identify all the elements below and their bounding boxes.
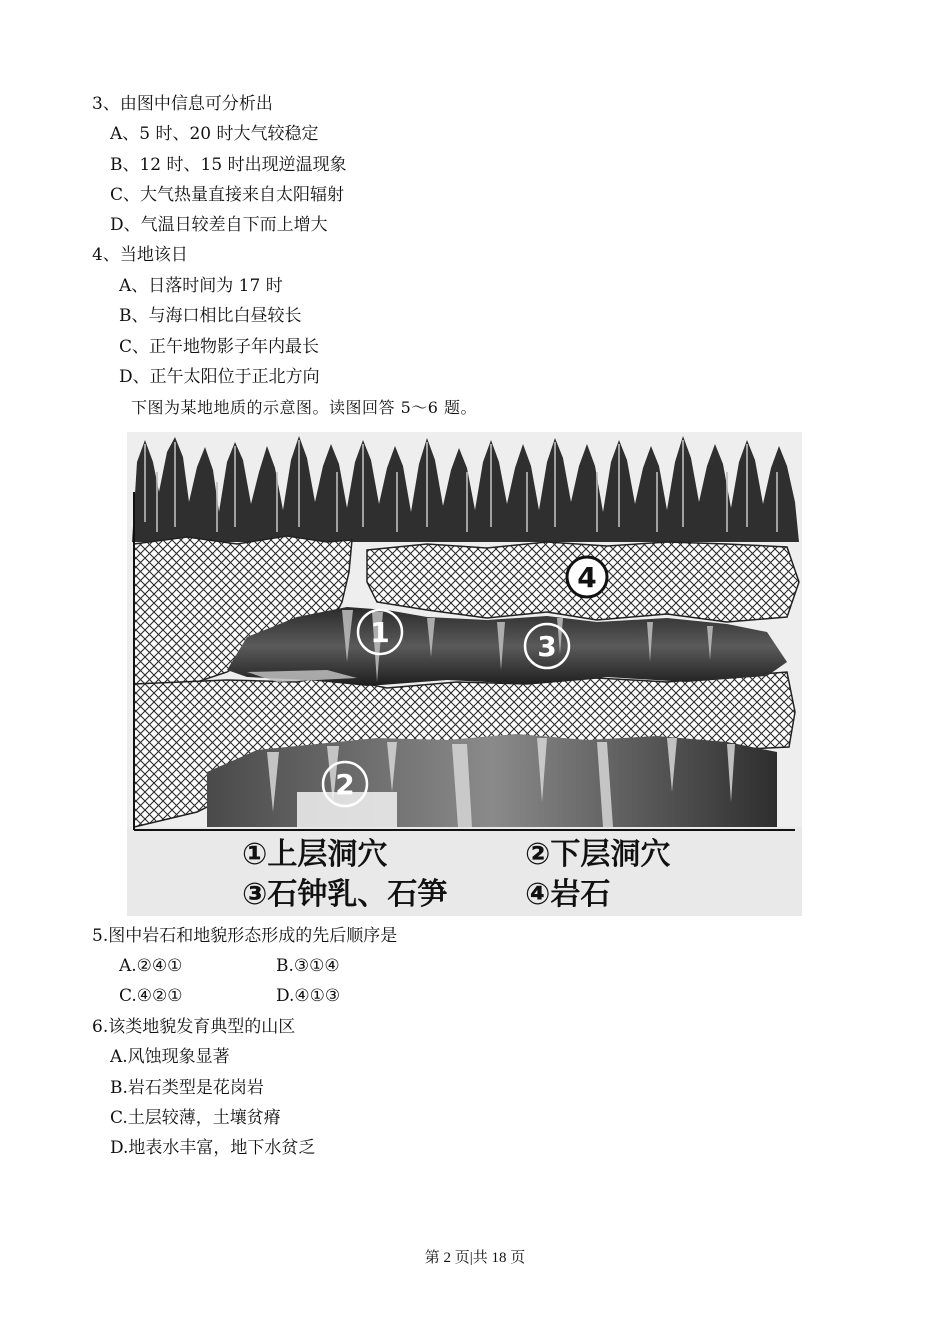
q4-stem: 4、当地该日: [92, 245, 188, 265]
q4-option-c: C、正午地物影子年内最长: [119, 337, 320, 357]
geology-figure: [127, 432, 802, 916]
caption-rock: ④岩石: [525, 877, 611, 912]
caption-upper-cave: ①上层洞穴: [242, 837, 388, 872]
q3-option-b: B、12 时、15 时出现逆温现象: [110, 155, 347, 175]
q5-option-b: B.③①④: [276, 956, 340, 976]
q6-option-b: B.岩石类型是花岗岩: [110, 1078, 264, 1098]
q5-option-c: C.④②①: [119, 986, 183, 1006]
svg-text:1: 1: [370, 616, 390, 649]
lower-cave: [207, 734, 777, 827]
figure-intro: 下图为某地地质的示意图。读图回答 5～6 题。: [131, 398, 478, 417]
q6-option-a: A.风蚀现象显著: [110, 1047, 230, 1067]
q4-option-d: D、正午太阳位于正北方向: [119, 367, 320, 387]
q3-stem: 3、由图中信息可分析出: [92, 94, 273, 114]
marker-4: [567, 557, 607, 597]
q4-option-b: B、与海口相比白昼较长: [119, 306, 302, 326]
q5-option-d: D.④①③: [276, 986, 341, 1006]
q5-option-a: A.②④①: [119, 956, 183, 976]
q3-option-d: D、气温日较差自下而上增大: [110, 215, 328, 235]
q6-option-c: C.土层较薄，土壤贫瘠: [110, 1108, 281, 1128]
svg-text:4: 4: [577, 561, 597, 594]
page-footer: 第 2 页|共 18 页: [424, 1250, 526, 1266]
caption-lower-cave: ②下层洞穴: [525, 837, 671, 872]
caption-stalactite: ③石钟乳、石笋: [242, 877, 448, 912]
q6-option-d: D.地表水丰富，地下水贫乏: [110, 1138, 316, 1158]
svg-text:3: 3: [537, 630, 557, 663]
q4-option-a: A、日落时间为 17 时: [119, 276, 283, 296]
q6-stem: 6.该类地貌发育典型的山区: [92, 1017, 296, 1037]
q3-option-c: C、大气热量直接来自太阳辐射: [110, 185, 345, 205]
svg-text:2: 2: [335, 768, 355, 801]
q5-stem: 5.图中岩石和地貌形态形成的先后顺序是: [92, 926, 398, 946]
q3-option-a: A、5 时、20 时大气较稳定: [110, 124, 319, 144]
